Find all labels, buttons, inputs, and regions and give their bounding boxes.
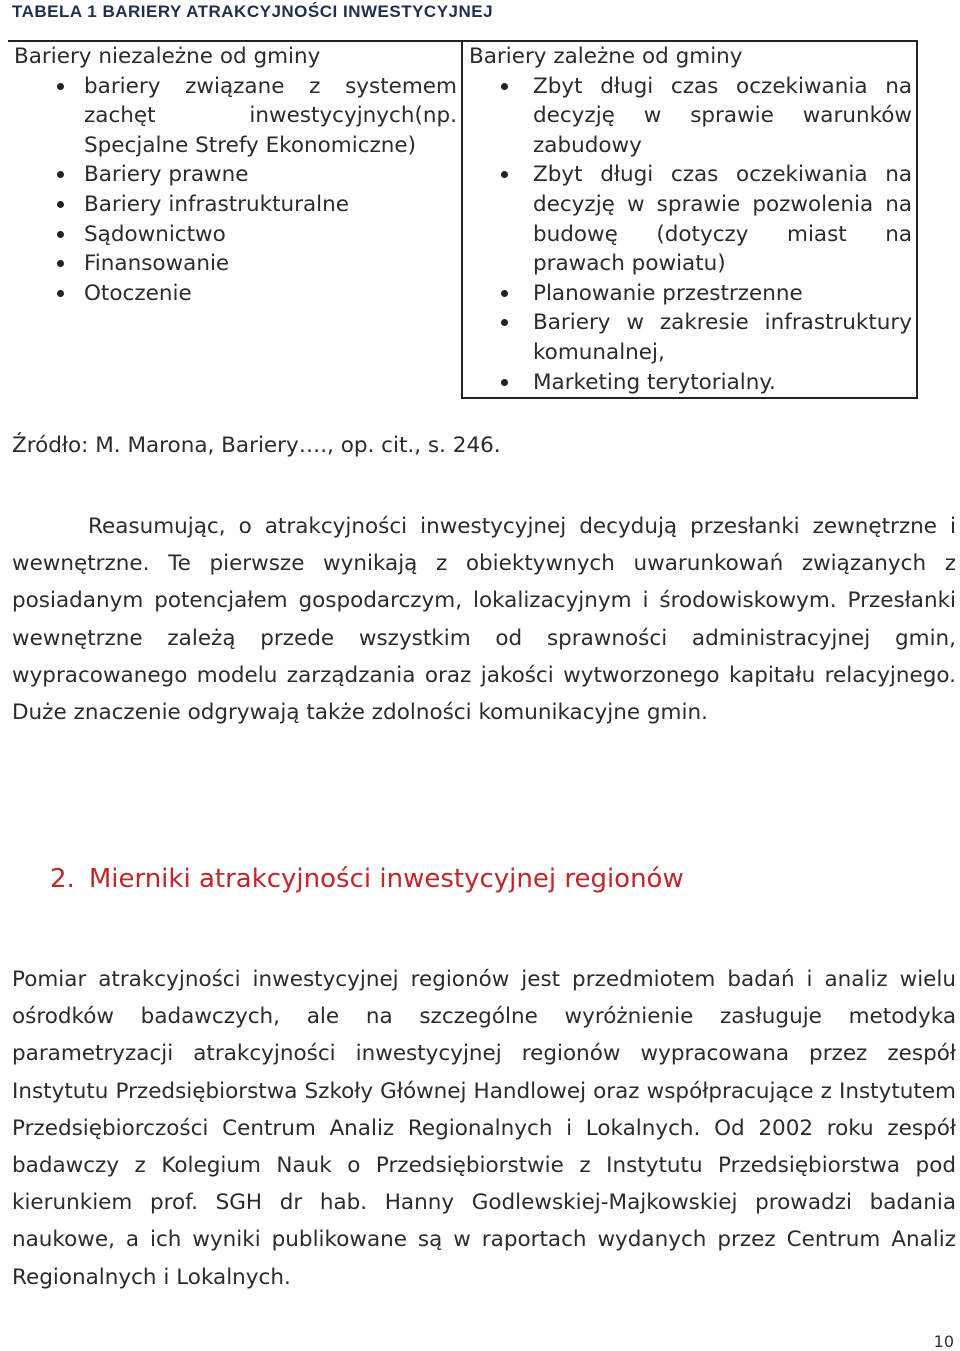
section-title: Mierniki atrakcyjności inwestycyjnej regionów <box>88 864 684 894</box>
page-number: 10 <box>933 1332 954 1351</box>
paragraph-text: Reasumując, o atrakcyjności inwestycyjnej decydują przesłanki zewnętrzne i wewnętrzne. Te pierwsze wynikają z obiektywnych uwarunkowań związanych z posiadanym potencjałem gospodarczym, lokalizacyjnym i środowiskowym. Przesłanki wewnętrzne zależą przede wszystkim od sprawności administracyjnej gmin, wypracowanego modelu zarządzania oraz jakości wytworzonego kapitału relacyjnego. Duże znaczenie odgrywają także zdolności komunikacyjne gmin. <box>12 514 956 726</box>
list-item: Marketing terytorialny. <box>467 368 912 398</box>
dependent-barriers-list <box>467 72 912 398</box>
list-item: Finansowanie <box>12 249 457 279</box>
list-item: Bariery infrastrukturalne <box>12 190 457 220</box>
measurement-paragraph <box>12 961 956 1296</box>
section-number: 2. <box>50 864 75 894</box>
barriers-table <box>8 40 918 399</box>
right-column-header: Bariery zależne od gminy <box>468 44 743 69</box>
list-item: Planowanie przestrzenne <box>467 279 912 309</box>
section-heading <box>50 864 698 894</box>
list-item: Bariery w zakresie infrastruktury komunalnej, <box>467 308 912 367</box>
summary-paragraph <box>12 508 956 731</box>
list-item: Zbyt długi czas oczekiwania na decyzję w sprawie pozwolenia na budowę (dotyczy miast na prawach powiatu) <box>467 160 912 278</box>
table-caption: TABELA 1 BARIERY ATRAKCYJNOŚCI INWESTYCYJNEJ <box>12 2 494 21</box>
paragraph-text: Pomiar atrakcyjności inwestycyjnej regionów jest przedmiotem badań i analiz wielu ośrodków badawczych, ale na szczególne wyróżnienie zasługuje metodyka parametryzacji atrakcyjności inwestycyjnej regionów wypracowana przez zespół Instytutu Przedsiębiorstwa Szkoły Głównej Handlowej oraz współpracujące z Instytutem Przedsiębiorczości Centrum Analiz Regionalnych i Lokalnych. Od 2002 roku zespół badawczy z Kolegium Nauk o Przedsiębiorstwie z Instytutu Przedsiębiorstwa pod kierunkiem prof. SGH dr hab. Hanny Godlewskiej-Majkowskiej prowadzi badania naukowe, a ich wyniki publikowane są w raportach wydanych przez Centrum Analiz Regionalnych i Lokalnych. <box>12 967 956 1290</box>
list-item: bariery związane z systemem zachęt inwestycyjnych(np. Specjalne Strefy Ekonomiczne) <box>12 72 457 161</box>
source-note: Źródło: M. Marona, Bariery…., op. cit., s. 246. <box>12 433 501 458</box>
dependent-barriers-cell <box>462 41 917 398</box>
list-item: Sądownictwo <box>12 220 457 250</box>
independent-barriers-list <box>12 72 457 309</box>
independent-barriers-cell <box>8 41 462 398</box>
left-column-header: Bariery niezależne od gminy <box>14 44 321 69</box>
list-item: Bariery prawne <box>12 160 457 190</box>
list-item: Otoczenie <box>12 279 457 309</box>
list-item: Zbyt długi czas oczekiwania na decyzję w sprawie warunków zabudowy <box>467 72 912 161</box>
